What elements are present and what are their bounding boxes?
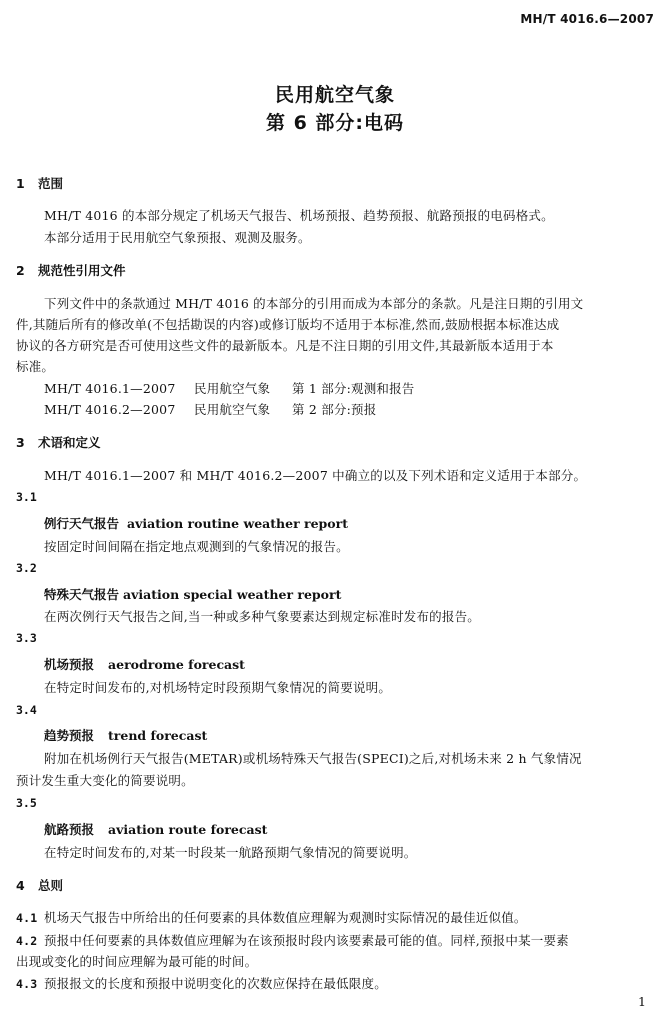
section-heading-2	[16, 261, 126, 279]
section-title: 规范性引用文件	[38, 263, 126, 278]
clause-text: 机场天气报告中所给出的任何要素的具体数值应理解为观测时实际情况的最佳近似值。	[44, 910, 527, 925]
term-english: aviation route forecast	[108, 822, 268, 837]
page-subtitle: 第 6 部分:电码	[265, 112, 405, 134]
term-chinese: 趋势预报	[44, 728, 95, 743]
clause-number: 3.3	[16, 631, 37, 645]
clause-number: 4.3	[16, 977, 38, 991]
paragraph: 本部分适用于民用航空气象预报、观测及服务。	[44, 230, 311, 245]
clause-number: 3.2	[16, 561, 37, 575]
page-title: 民用航空气象	[274, 84, 395, 106]
clause-text-continued: 出现或变化的时间应理解为最可能的时间。	[16, 954, 258, 969]
section-title: 术语和定义	[38, 435, 101, 450]
term-entry	[44, 514, 348, 532]
term-entry	[44, 726, 207, 744]
section-heading-3	[16, 433, 101, 451]
reference-item	[44, 400, 376, 418]
term-chinese: 例行天气报告	[44, 516, 120, 531]
clause-number: 3.4	[16, 703, 37, 717]
doc-code: MH/T 4016.6—2007	[520, 12, 654, 26]
page-number: 1	[638, 994, 646, 1009]
reference-title: 民用航空气象	[194, 402, 271, 417]
reference-title: 民用航空气象	[194, 381, 271, 396]
reference-part: 第 1 部分:观测和报告	[292, 381, 415, 396]
reference-code: MH/T 4016.2—2007	[44, 402, 176, 417]
reference-item	[44, 379, 415, 397]
paragraph: MH/T 4016 的本部分规定了机场天气报告、机场预报、趋势预报、航路预报的电码格式。	[44, 208, 554, 223]
term-english: aerodrome forecast	[108, 657, 245, 672]
reference-code: MH/T 4016.1—2007	[44, 381, 176, 396]
section-number: 3	[16, 435, 25, 450]
clause-number: 3.1	[16, 490, 37, 504]
term-chinese: 航路预报	[44, 822, 95, 837]
section-number: 2	[16, 263, 25, 278]
term-definition: 在两次例行天气报告之间,当一种或多种气象要素达到规定标准时发布的报告。	[44, 609, 480, 624]
section-number: 1	[16, 176, 25, 191]
term-chinese: 特殊天气报告	[44, 587, 120, 602]
term-entry	[44, 820, 267, 838]
term-chinese: 机场预报	[44, 657, 95, 672]
clause-number: 4.1	[16, 911, 38, 925]
reference-part: 第 2 部分:预报	[292, 402, 377, 417]
clause-number: 4.2	[16, 934, 38, 948]
section-heading-1	[16, 174, 63, 192]
section-number: 4	[16, 878, 25, 893]
clause-4-1	[16, 908, 656, 926]
clause-4-2	[16, 931, 656, 949]
term-entry	[44, 585, 341, 603]
section-title: 范围	[38, 176, 64, 191]
term-english: aviation special weather report	[123, 587, 342, 602]
paragraph-line: 件,其随后所有的修改单(不包括勘误的内容)或修订版均不适用于本标准,然而,鼓励根据本标准达成	[16, 317, 560, 332]
section-heading-4	[16, 876, 63, 894]
paragraph-line: 下列文件中的条款通过 MH/T 4016 的本部分的引用而成为本部分的条款。凡是注日期的引用文	[44, 296, 584, 311]
term-definition: 在特定时间发布的,对机场特定时段预期气象情况的简要说明。	[44, 680, 392, 695]
clause-text: 预报报文的长度和预报中说明变化的次数应保持在最低限度。	[44, 976, 387, 991]
clause-4-3	[16, 974, 656, 992]
term-entry	[44, 655, 245, 673]
term-english: trend forecast	[108, 728, 208, 743]
paragraph-line: 标准。	[16, 359, 55, 374]
paragraph-line: 协议的各方研究是否可使用这些文件的最新版本。凡是不注日期的引用文件,其最新版本适用于本	[16, 338, 554, 353]
clause-number: 3.5	[16, 796, 37, 810]
paragraph: MH/T 4016.1—2007 和 MH/T 4016.2—2007 中确立的以及下列术语和定义适用于本部分。	[44, 468, 587, 483]
term-english: aviation routine weather report	[127, 516, 348, 531]
clause-text: 预报中任何要素的具体数值应理解为在该预报时段内该要素最可能的值。同样,预报中某一要素	[44, 933, 569, 948]
term-definition: 在特定时间发布的,对某一时段某一航路预期气象情况的简要说明。	[44, 845, 417, 860]
term-definition: 预计发生重大变化的简要说明。	[16, 773, 194, 788]
section-title: 总则	[38, 878, 64, 893]
term-definition: 附加在机场例行天气报告(METAR)或机场特殊天气报告(SPECI)之后,对机场未来 2 h 气象情况	[44, 751, 582, 766]
term-definition: 按固定时间间隔在指定地点观测到的气象情况的报告。	[44, 539, 349, 554]
